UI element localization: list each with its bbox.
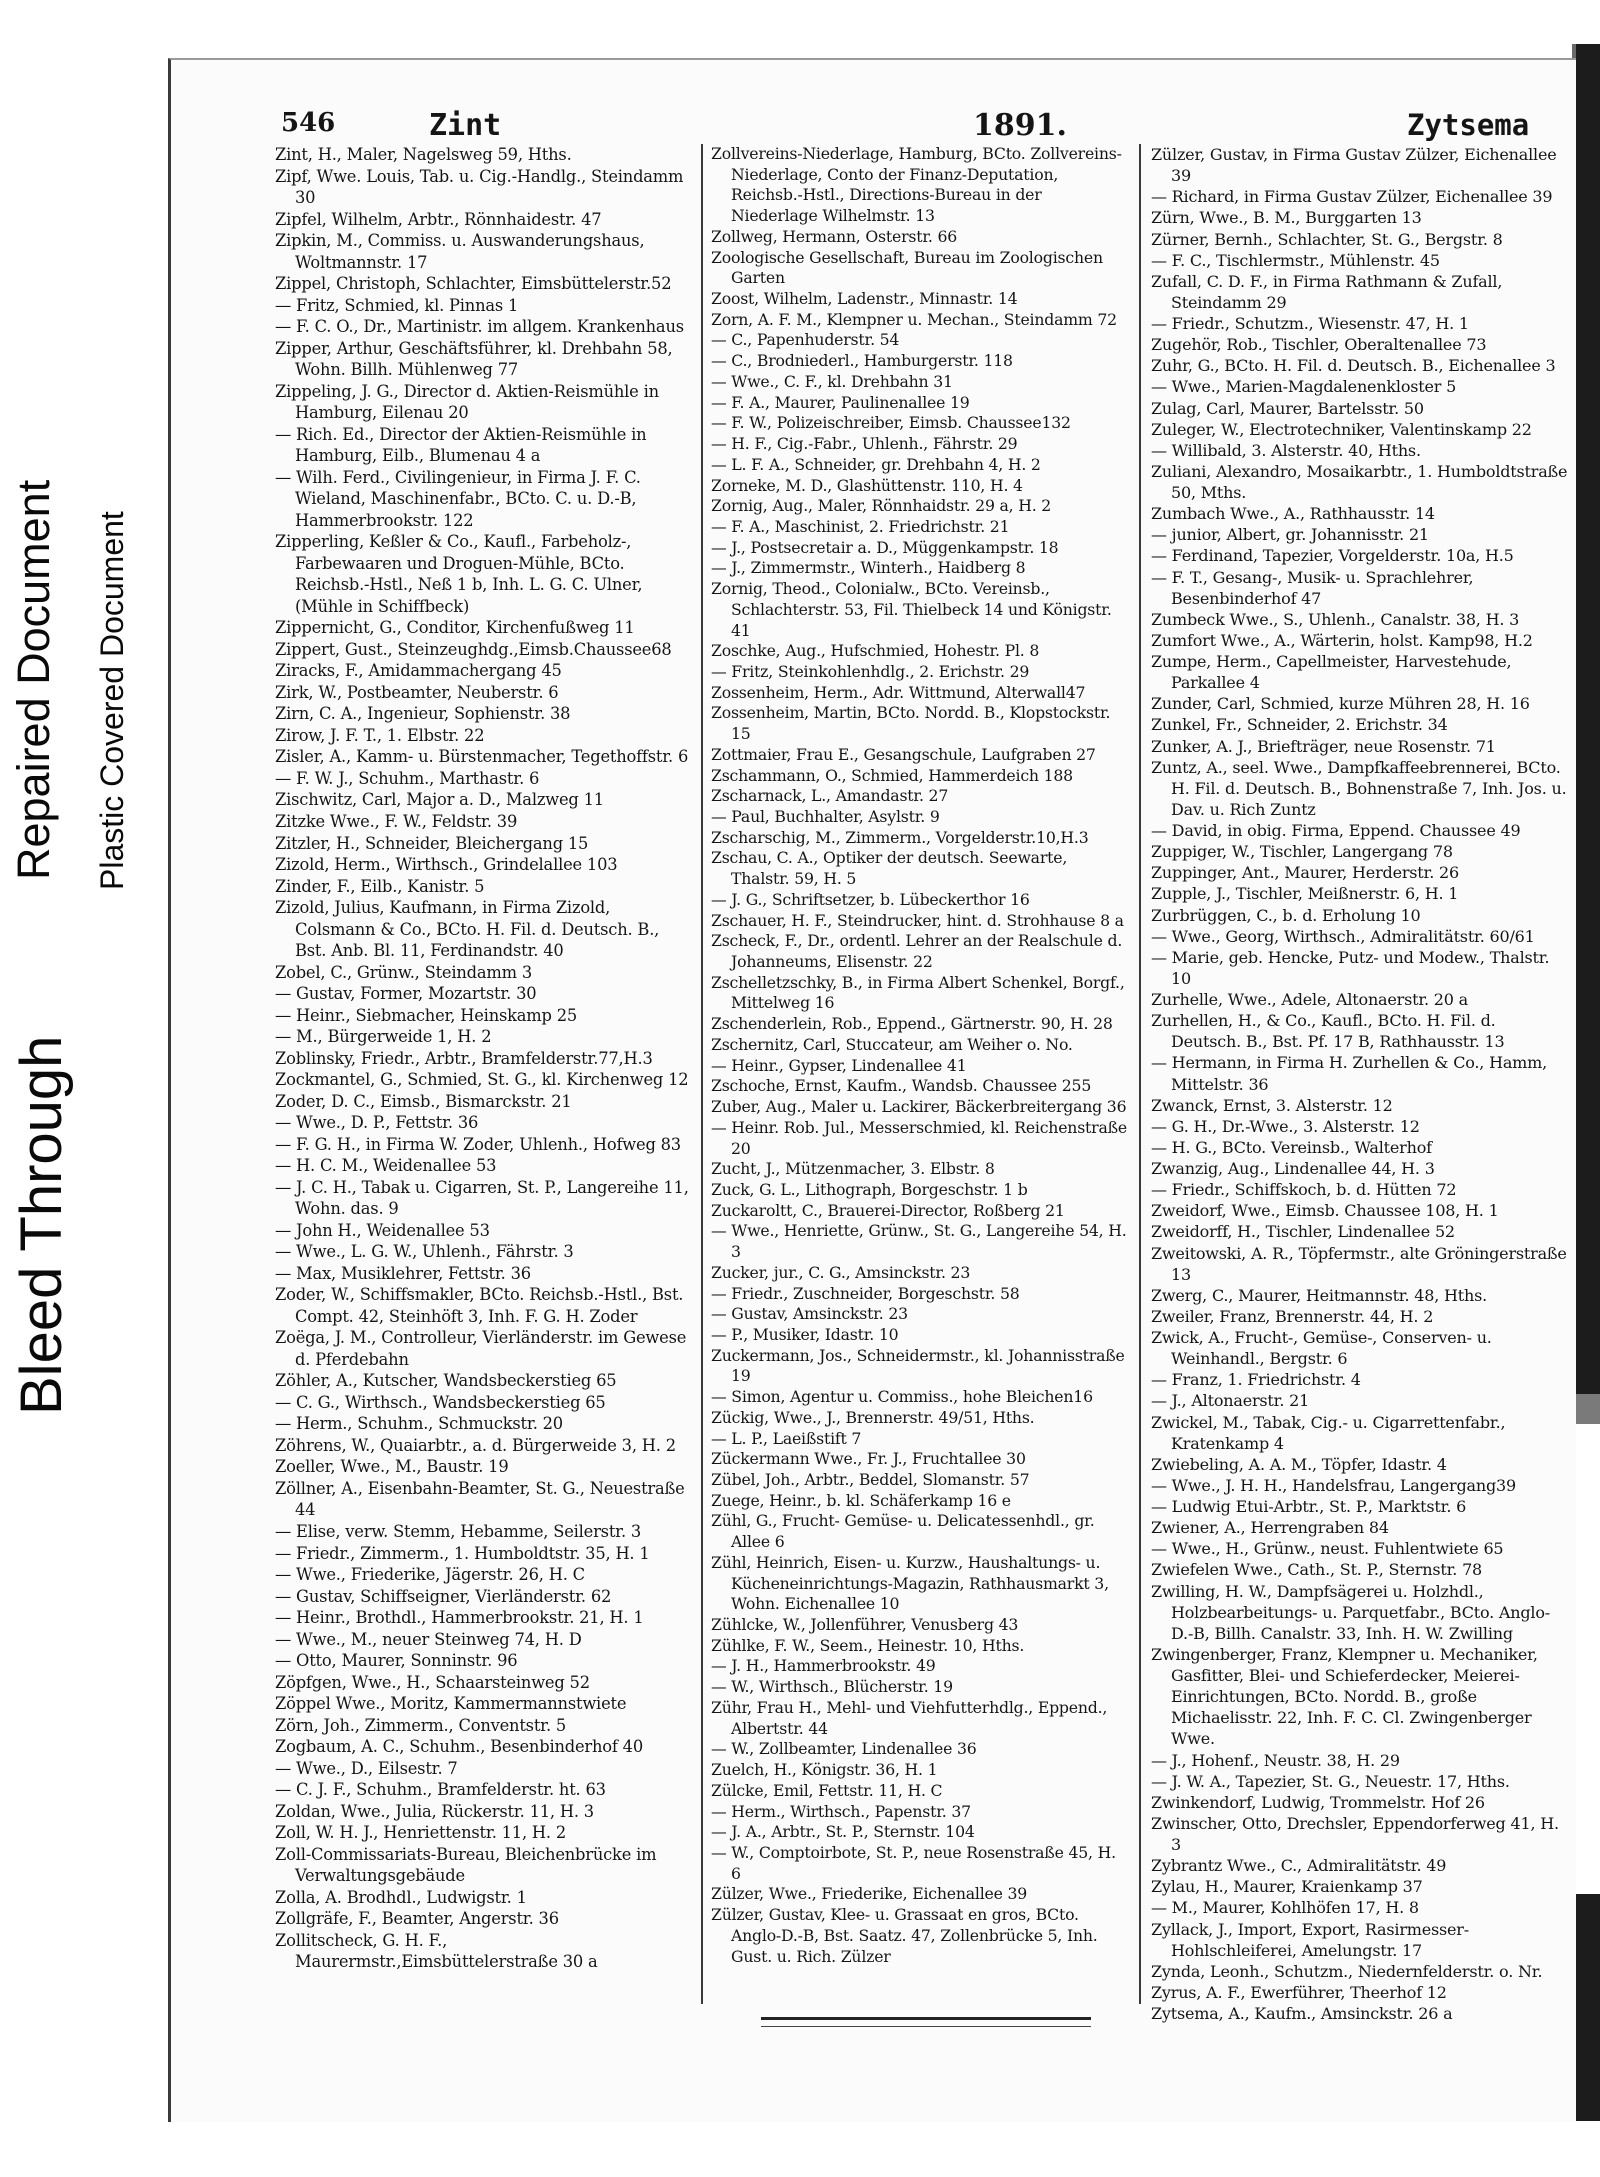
directory-page — [168, 58, 1576, 2122]
directory-entry: Zynda, Leonh., Schutzm., Niedernfelderstr. o. Nr. — [1151, 1961, 1543, 1981]
directory-entry: Zülzer, Wwe., Friederike, Eichenallee 39 — [711, 1884, 1028, 1904]
directory-entry: Zipper, Arthur, Geschäftsführer, kl. Drehbahn 58, Wohn. Billh. Mühlenweg 77 — [275, 338, 673, 380]
directory-entry: Zuhr, G., BCto. H. Fil. d. Deutsch. B., Eichenallee 3 — [1151, 356, 1556, 376]
directory-entry: Zornig, Aug., Maler, Rönnhaidstr. 29 a, H. 2 — [711, 496, 1052, 516]
directory-entry: — Marie, geb. Hencke, Putz- und Modew., Thalstr. 10 — [1151, 947, 1550, 988]
directory-entry: — W., Wirthsch., Blücherstr. 19 — [711, 1677, 953, 1697]
directory-entry: Zühl, G., Frucht- Gemüse- u. Delicatessenhdl., gr. Allee 6 — [711, 1511, 1095, 1552]
directory-entry: — Heinr., Gypser, Lindenallee 41 — [711, 1055, 967, 1075]
page-header — [281, 108, 1551, 148]
directory-entry: — H. C. M., Weidenallee 53 — [275, 1156, 497, 1176]
directory-entry: Zockmantel, G., Schmied, St. G., kl. Kirchenweg 12 — [275, 1070, 689, 1090]
directory-entry: Zülzer, Gustav, Klee- u. Grassaat en gros, BCto. Anglo-D.-B, Bst. Saatz. 47, Zollenbrücke 5, Inh. Gust. u. Rich. Zülzer — [711, 1905, 1098, 1966]
directory-entry: — G. H., Dr.-Wwe., 3. Alsterstr. 12 — [1151, 1116, 1420, 1136]
directory-entry: Zitzler, H., Schneider, Bleichergang 15 — [275, 833, 589, 853]
directory-entry: Zylau, H., Maurer, Kraienkamp 37 — [1151, 1877, 1423, 1897]
directory-entry: — H. G., BCto. Vereinsb., Walterhof — [1151, 1137, 1432, 1157]
directory-entry: — J. A., Arbtr., St. P., Sternstr. 104 — [711, 1822, 975, 1842]
directory-entry: — J. G., Schriftsetzer, b. Lübeckerthor 16 — [711, 889, 1030, 909]
directory-entry: Zippel, Christoph, Schlachter, Eimsbüttelerstr.52 — [275, 274, 672, 294]
directory-entry: Zuber, Aug., Maler u. Lackirer, Bäckerbreitergang 36 — [711, 1097, 1127, 1117]
directory-entry: Zwingenberger, Franz, Klempner u. Mechaniker, Gasfitter, Blei- und Schieferdecker, Meierei-Einrichtungen, BCto. Nordd. B., große Michaelisstr. 22, Inh. F. C. Cl. Zwingenberger Wwe. — [1151, 1644, 1538, 1749]
directory-entry: — Friedr., Zimmerm., 1. Humboldtstr. 35, H. 1 — [275, 1543, 650, 1563]
directory-entry: Zschernitz, Carl, Stuccateur, am Weiher o. No. — [711, 1034, 1073, 1054]
directory-entry: Zurhellen, H., & Co., Kaufl., BCto. H. Fil. d. Deutsch. B., Bst. Pf. 17 B, Rathhausstr. 13 — [1151, 1011, 1505, 1052]
directory-entry: — C. G., Wirthsch., Wandsbeckerstieg 65 — [275, 1392, 606, 1412]
directory-entry: — Otto, Maurer, Sonninstr. 96 — [275, 1651, 518, 1671]
directory-entry: — Herm., Wirthsch., Papenstr. 37 — [711, 1801, 971, 1821]
directory-entry: Zschauer, H. F., Steindrucker, hint. d. Strohhause 8 a — [711, 910, 1124, 930]
directory-entry: Zuelch, H., Königstr. 36, H. 1 — [711, 1760, 938, 1780]
directory-entry: Zöllner, A., Eisenbahn-Beamter, St. G., Neuestraße 44 — [275, 1478, 685, 1520]
directory-entry: — Fritz, Schmied, kl. Pinnas 1 — [275, 295, 519, 315]
directory-entry: Zwerg, C., Maurer, Heitmannstr. 48, Hths. — [1151, 1285, 1487, 1305]
directory-entry: Zipf, Wwe. Louis, Tab. u. Cig.-Handlg., Steindamm 30 — [275, 166, 684, 208]
directory-entry: Zülcke, Emil, Fettstr. 11, H. C — [711, 1780, 943, 1800]
header-year: 1891. — [973, 108, 1067, 143]
directory-entry: Zürner, Bernh., Schlachter, St. G., Bergstr. 8 — [1151, 229, 1503, 249]
directory-entry: Zollitscheck, G. H. F., Maurermstr.,Eimsbüttelerstraße 30 a — [275, 1930, 598, 1972]
directory-entry: — M., Maurer, Kohlhöfen 17, H. 8 — [1151, 1898, 1419, 1918]
directory-entry: Zuckaroltt, C., Brauerei-Director, Roßberg 21 — [711, 1200, 1065, 1220]
directory-entry: Zoeller, Wwe., M., Baustr. 19 — [275, 1457, 509, 1477]
directory-entry: Zuck, G. L., Lithograph, Borgeschstr. 1 b — [711, 1179, 1028, 1199]
directory-entry: Zuege, Heinr., b. kl. Schäferkamp 16 e — [711, 1490, 1011, 1510]
directory-entry: Zinder, F., Eilb., Kanistr. 5 — [275, 876, 485, 896]
directory-entry: Zückig, Wwe., J., Brennerstr. 49/51, Hths. — [711, 1407, 1035, 1427]
directory-entry: Zuppiger, W., Tischler, Langergang 78 — [1151, 842, 1453, 862]
directory-entry: Zybrantz Wwe., C., Admiralitätstr. 49 — [1151, 1856, 1447, 1876]
directory-entry: Zöppel Wwe., Moritz, Kammermannstwiete — [275, 1694, 627, 1714]
directory-entry: — J., Altonaerstr. 21 — [1151, 1391, 1310, 1411]
directory-entry: Zoldan, Wwe., Julia, Rückerstr. 11, H. 3 — [275, 1801, 594, 1821]
directory-entry: Zufall, C. D. F., in Firma Rathmann & Zufall, Steindamm 29 — [1151, 271, 1503, 312]
directory-entry: Zumfort Wwe., A., Wärterin, holst. Kamp98, H.2 — [1151, 630, 1533, 650]
directory-entry: Zorn, A. F. M., Klempner u. Mechan., Steindamm 72 — [711, 309, 1117, 329]
column-divider — [1139, 144, 1141, 2004]
left-column — [275, 144, 693, 1973]
directory-entry: — Friedr., Schiffskoch, b. d. Hütten 72 — [1151, 1180, 1457, 1200]
directory-entry: — Elise, verw. Stemm, Hebamme, Seilerstr. 3 — [275, 1522, 642, 1541]
directory-entry: Zunder, Carl, Schmied, kurze Mühren 28, H. 16 — [1151, 694, 1530, 714]
directory-entry: Zscharschig, M., Zimmerm., Vorgelderstr.10,H.3 — [711, 827, 1089, 847]
directory-entry: — C. J. F., Schuhm., Bramfelderstr. ht. 63 — [275, 1780, 606, 1800]
directory-entry: Zöhler, A., Kutscher, Wandsbeckerstieg 65 — [275, 1371, 617, 1391]
directory-entry: Zühr, Frau H., Mehl- und Viehfutterhdlg., Eppend., Albertstr. 44 — [711, 1697, 1108, 1738]
directory-entry: Zurhelle, Wwe., Adele, Altonaerstr. 20 a — [1151, 990, 1468, 1009]
directory-entry: — Friedr., Zuschneider, Borgeschstr. 58 — [711, 1283, 1020, 1303]
directory-entry: — F. G. H., in Firma W. Zoder, Uhlenh., Hofweg 83 — [275, 1134, 681, 1154]
directory-entry: Zippernicht, G., Conditor, Kirchenfußweg 11 — [275, 618, 635, 638]
directory-entry: — Max, Musiklehrer, Fettstr. 36 — [275, 1263, 531, 1283]
directory-entry: — Wilh. Ferd., Civilingenieur, in Firma J. F. C. Wieland, Maschinenfabr., BCto. C. u. D.-B, Hammerbrookstr. 122 — [275, 467, 641, 530]
directory-entry: Zipperling, Keßler & Co., Kaufl., Farbeholz-, Farbewaaren und Droguen-Mühle, BCto. Reichsb.-Hstl., Neß 1 b, Inh. L. G. C. Ulner, (Mühle in Schiffbeck) — [275, 532, 643, 616]
directory-entry: Zornig, Theod., Colonialw., BCto. Vereinsb., Schlachterstr. 53, Fil. Thielbeck 14 und Königstr. 41 — [711, 579, 1112, 640]
directory-entry: Zschau, C. A., Optiker der deutsch. Seewarte, Thalstr. 59, H. 5 — [711, 848, 1068, 889]
directory-entry: Zoblinsky, Friedr., Arbtr., Bramfelderstr.77,H.3 — [275, 1048, 653, 1068]
directory-entry: — J. W. A., Tapezier, St. G., Neuestr. 17, Hths. — [1151, 1771, 1510, 1791]
directory-entry: Zscharnack, L., Amandastr. 27 — [711, 786, 949, 806]
directory-entry: Zoëga, J. M., Controlleur, Vierländerstr. im Gewese d. Pferdebahn — [275, 1328, 687, 1369]
directory-entry: Zuckermann, Jos., Schneidermstr., kl. Johannisstraße 19 — [711, 1345, 1125, 1386]
directory-entry: Zyllack, J., Import, Export, Rasirmesser-Hohlschleiferei, Amelungstr. 17 — [1151, 1919, 1469, 1960]
directory-entry: — W., Zollbeamter, Lindenallee 36 — [711, 1739, 977, 1759]
directory-entry: — F. C., Tischlermstr., Mühlenstr. 45 — [1151, 250, 1440, 270]
directory-entry: — Wwe., Marien-Magdalenenkloster 5 — [1151, 377, 1457, 397]
middle-column — [711, 144, 1129, 1967]
directory-entry: — Gustav, Amsinckstr. 23 — [711, 1304, 908, 1324]
directory-entry: — Wwe., Henriette, Grünw., St. G., Langereihe 54, H. 3 — [711, 1221, 1127, 1262]
directory-entry: Zytsema, A., Kaufm., Amsinckstr. 26 a — [1151, 2004, 1453, 2023]
header-left-keyword: Zint — [429, 108, 502, 143]
directory-entry: — Wwe., H., Grünw., neust. Fuhlentwiete 65 — [1151, 1539, 1504, 1559]
page-number: 546 — [281, 108, 336, 138]
directory-entry: — Wwe., L. G. W., Uhlenh., Fährstr. 3 — [275, 1242, 574, 1262]
directory-entry: — Gustav, Schiffseigner, Vierländerstr. 62 — [275, 1586, 612, 1606]
directory-entry: — F. T., Gesang-, Musik- u. Sprachlehrer, Besenbinderhof 47 — [1151, 567, 1474, 608]
directory-entry: — Willibald, 3. Alsterstr. 40, Hths. — [1151, 440, 1421, 460]
directory-entry: Zöhrens, W., Quaiarbtr., a. d. Bürgerweide 3, H. 2 — [275, 1435, 676, 1455]
directory-entry: — C., Papenhuderstr. 54 — [711, 330, 900, 350]
directory-entry: — Wwe., M., neuer Steinweg 74, H. D — [275, 1629, 582, 1649]
directory-entry: Zossenheim, Herm., Adr. Wittmund, Alterwall47 — [711, 682, 1086, 702]
column-divider — [701, 144, 703, 2004]
directory-entry: — Heinr., Siebmacher, Heinskamp 25 — [275, 1005, 578, 1025]
directory-entry: Zizold, Julius, Kaufmann, in Firma Zizold, Colsmann & Co., BCto. H. Fil. d. Deutsch. B., Bst. Anb. Bl. 11, Ferdinandstr. 40 — [275, 898, 660, 961]
directory-entry: Zipkin, M., Commiss. u. Auswanderungshaus, Woltmannstr. 17 — [275, 231, 645, 272]
directory-entry: Zumbach Wwe., A., Rathhausstr. 14 — [1151, 504, 1435, 524]
directory-entry: Zorneke, M. D., Glashüttenstr. 110, H. 4 — [711, 475, 1023, 495]
directory-entry: Zipfel, Wilhelm, Arbtr., Rönnhaidestr. 47 — [275, 209, 602, 229]
directory-entry: Zweidorff, H., Tischler, Lindenallee 52 — [1151, 1222, 1455, 1242]
directory-entry: — Wwe., D. P., Fettstr. 36 — [275, 1113, 479, 1133]
directory-entry: — Franz, 1. Friedrichstr. 4 — [1151, 1370, 1361, 1390]
directory-entry: — Wwe., Georg, Wirthsch., Admiralitätstr. 60/61 — [1151, 926, 1535, 946]
directory-entry: Zwiebeling, A. A. M., Töpfer, Idastr. 4 — [1151, 1454, 1447, 1474]
directory-entry: Zippeling, J. G., Director d. Aktien-Reismühle in Hamburg, Eilenau 20 — [275, 381, 659, 423]
directory-entry: Zübel, Joh., Arbtr., Beddel, Slomanstr. 57 — [711, 1470, 1030, 1489]
directory-entry: Zumbeck Wwe., S., Uhlenh., Canalstr. 38, H. 3 — [1151, 609, 1520, 629]
directory-entry: Zuliani, Alexandro, Mosaikarbtr., 1. Humboldtstraße 50, Mths. — [1151, 461, 1568, 502]
directory-entry: Zühlcke, W., Jollenführer, Venusberg 43 — [711, 1615, 1019, 1635]
directory-entry: Ziracks, F., Amidammachergang 45 — [275, 661, 562, 681]
directory-entry: — J., Hohenf., Neustr. 38, H. 29 — [1151, 1750, 1400, 1770]
directory-entry: Zwickel, M., Tabak, Cig.- u. Cigarrettenfabr., Kratenkamp 4 — [1151, 1412, 1506, 1453]
directory-entry: — F. A., Maschinist, 2. Friedrichstr. 21 — [711, 516, 1010, 536]
directory-entry: Zörn, Joh., Zimmerm., Conventstr. 5 — [275, 1715, 567, 1735]
directory-entry: Zoost, Wilhelm, Ladenstr., Minnastr. 14 — [711, 289, 1018, 309]
directory-entry: Zugehör, Rob., Tischler, Oberaltenallee 73 — [1151, 335, 1487, 355]
directory-entry: — F. A., Maurer, Paulinenallee 19 — [711, 392, 970, 412]
directory-entry: Zwinscher, Otto, Drechsler, Eppendorferweg 41, H. 3 — [1151, 1813, 1559, 1854]
directory-entry: — Ludwig Etui-Arbtr., St. P., Marktstr. 6 — [1151, 1497, 1467, 1516]
directory-entry: Zolla, A. Brodhdl., Ludwigstr. 1 — [275, 1887, 527, 1907]
directory-entry: Zschenderlein, Rob., Eppend., Gärtnerstr. 90, H. 28 — [711, 1014, 1113, 1034]
directory-entry: — Wwe., J. H. H., Handelsfrau, Langergang39 — [1151, 1475, 1516, 1495]
directory-entry: Zollgräfe, F., Beamter, Angerstr. 36 — [275, 1909, 559, 1929]
directory-entry: Zwilling, H. W., Dampfsägerei u. Holzhdl., Holzbearbeitungs- u. Parquetfabr., BCto. Anglo-D.-B, Billh. Canalstr. 33, Inh. H. W. Zwilling — [1151, 1581, 1550, 1643]
directory-entry: Zurbrüggen, C., b. d. Erholung 10 — [1151, 905, 1421, 925]
directory-entry: — John H., Weidenallee 53 — [275, 1220, 490, 1240]
directory-entry: — David, in obig. Firma, Eppend. Chaussee 49 — [1151, 821, 1521, 840]
directory-entry: Zürn, Wwe., B. M., Burggarten 13 — [1151, 208, 1422, 228]
directory-entry: Zollweg, Hermann, Osterstr. 66 — [711, 226, 958, 246]
directory-entry: — C., Brodniederl., Hamburgerstr. 118 — [711, 351, 1013, 371]
directory-entry: Zöpfgen, Wwe., H., Schaarsteinweg 52 — [275, 1672, 590, 1692]
directory-entry: — Hermann, in Firma H. Zurhellen & Co., Hamm, Mittelstr. 36 — [1151, 1053, 1547, 1094]
directory-entry: Zogbaum, A. C., Schuhm., Besenbinderhof 40 — [275, 1737, 643, 1757]
directory-entry: Zischwitz, Carl, Major a. D., Malzweg 11 — [275, 790, 604, 810]
directory-entry: Zunker, A. J., Briefträger, neue Rosenstr. 71 — [1151, 736, 1496, 756]
directory-entry: Zwinkendorf, Ludwig, Trommelstr. Hof 26 — [1151, 1792, 1485, 1812]
directory-entry: Zückermann Wwe., Fr. J., Fruchtallee 30 — [711, 1449, 1026, 1469]
directory-entry: — J. H., Hammerbrookstr. 49 — [711, 1656, 936, 1676]
directory-entry: Zuntz, A., seel. Wwe., Dampfkaffeebrennerei, BCto. H. Fil. d. Deutsch. B., Bohnenstraße 7, Inh. Jos. u. Dav. u. Rich Zuntz — [1151, 757, 1567, 819]
directory-entry: Zschammann, O., Schmied, Hammerdeich 188 — [711, 765, 1073, 785]
directory-entry: Zoll-Commissariats-Bureau, Bleichenbrücke im Verwaltungsgebäude — [275, 1844, 657, 1886]
directory-entry: Zschoche, Ernst, Kaufm., Wandsb. Chaussee 255 — [711, 1076, 1092, 1096]
directory-entry: Zucht, J., Mützenmacher, 3. Elbstr. 8 — [711, 1159, 995, 1179]
directory-entry: Zoll, W. H. J., Henriettenstr. 11, H. 2 — [275, 1823, 567, 1843]
directory-entry: — Friedr., Schutzm., Wiesenstr. 47, H. 1 — [1151, 314, 1469, 333]
directory-entry: Zizold, Herm., Wirthsch., Grindelallee 103 — [275, 855, 618, 875]
directory-entry: Zunkel, Fr., Schneider, 2. Erichstr. 34 — [1151, 715, 1448, 735]
directory-entry: — M., Bürgerweide 1, H. 2 — [275, 1027, 492, 1047]
directory-entry: Zucker, jur., C. G., Amsinckstr. 23 — [711, 1262, 971, 1282]
directory-entry: Zühl, Heinrich, Eisen- u. Kurzw., Haushaltungs- u. Kücheneinrichtungs-Magazin, Rathhausmarkt 3, Wohn. Eichenallee 10 — [711, 1552, 1109, 1614]
directory-entry: — Heinr., Brothdl., Hammerbrookstr. 21, H. 1 — [275, 1608, 644, 1628]
directory-entry: — L. P., Laeißstift 7 — [711, 1428, 862, 1448]
directory-entry: Zirn, C. A., Ingenieur, Sophienstr. 38 — [275, 704, 571, 724]
directory-entry: — F. W., Polizeischreiber, Eimsb. Chaussee132 — [711, 413, 1071, 433]
directory-entry: Zoologische Gesellschaft, Bureau im Zoologischen Garten — [711, 247, 1103, 288]
directory-entry: Zschelletzschky, B., in Firma Albert Schenkel, Borgf., Mittelweg 16 — [711, 972, 1125, 1013]
directory-entry: Zühlke, F. W., Seem., Heinestr. 10, Hths. — [711, 1635, 1025, 1655]
directory-entry: — Gustav, Former, Mozartstr. 30 — [275, 984, 537, 1004]
directory-entry: — Simon, Agentur u. Commiss., hohe Bleichen16 — [711, 1387, 1093, 1407]
directory-entry: — W., Comptoirbote, St. P., neue Rosenstraße 45, H. 6 — [711, 1842, 1116, 1883]
directory-entry: Zweidorf, Wwe., Eimsb. Chaussee 108, H. 1 — [1151, 1201, 1499, 1221]
page-edge-shadow — [1572, 44, 1600, 2121]
directory-entry: Zulag, Carl, Maurer, Bartelsstr. 50 — [1151, 398, 1424, 418]
directory-entry: Zwiener, A., Herrengraben 84 — [1151, 1518, 1389, 1538]
directory-entry: Zisler, A., Kamm- u. Bürstenmacher, Tegethoffstr. 6 — [275, 747, 689, 767]
directory-entry: — J., Zimmermstr., Winterh., Haidberg 8 — [711, 558, 1026, 578]
directory-entry: Zitzke Wwe., F. W., Feldstr. 39 — [275, 811, 518, 831]
directory-entry: — Richard, in Firma Gustav Zülzer, Eichenallee 39 — [1151, 187, 1553, 207]
directory-entry: Zoder, W., Schiffsmakler, BCto. Reichsb.-Hstl., Bst. Compt. 42, Steinhöft 3, Inh. F. G. H. Zoder — [275, 1285, 684, 1326]
directory-entry: — H. F., Cig.-Fabr., Uhlenh., Fährstr. 29 — [711, 434, 1018, 454]
bleed-through-label: Bleed Through — [9, 1035, 74, 1415]
directory-entry: Zülzer, Gustav, in Firma Gustav Zülzer, Eichenallee 39 — [1151, 145, 1557, 186]
directory-entry: Zweiler, Franz, Brennerstr. 44, H. 2 — [1151, 1306, 1434, 1326]
directory-entry: Zwanzig, Aug., Lindenallee 44, H. 3 — [1151, 1159, 1435, 1178]
directory-entry: Zuleger, W., Electrotechniker, Valentinskamp 22 — [1151, 419, 1532, 439]
directory-entry: Zuppinger, Ant., Maurer, Herderstr. 26 — [1151, 863, 1459, 883]
directory-entry: — Heinr. Rob. Jul., Messerschmied, kl. Reichenstraße 20 — [711, 1117, 1127, 1158]
directory-entry: Zirk, W., Postbeamter, Neuberstr. 6 — [275, 682, 559, 702]
directory-entry: — F. W. J., Schuhm., Marthastr. 6 — [275, 768, 540, 788]
directory-entry: — J. C. H., Tabak u. Cigarren, St. P., Langereihe 11, Wohn. das. 9 — [275, 1177, 689, 1219]
directory-entry: Zirow, J. F. T., 1. Elbstr. 22 — [275, 725, 485, 745]
end-rule — [761, 2017, 1091, 2027]
directory-entry: Zupple, J., Tischler, Meißnerstr. 6, H. 1 — [1151, 884, 1459, 904]
directory-entry: Zwick, A., Frucht-, Gemüse-, Conserven- u. Weinhandl., Bergstr. 6 — [1151, 1328, 1492, 1369]
directory-entry: Zobel, C., Grünw., Steindamm 3 — [275, 962, 532, 982]
directory-entry: Zoschke, Aug., Hufschmied, Hohestr. Pl. 8 — [711, 641, 1040, 661]
directory-entry: Zumpe, Herm., Capellmeister, Harvestehude, Parkallee 4 — [1151, 652, 1512, 693]
directory-entry: Zweitowski, A. R., Töpfermstr., alte Gröningerstraße 13 — [1151, 1243, 1567, 1284]
directory-entry: — P., Musiker, Idastr. 10 — [711, 1324, 899, 1344]
directory-entry: Zwanck, Ernst, 3. Alsterstr. 12 — [1151, 1095, 1393, 1115]
directory-entry: Zottmaier, Frau E., Gesangschule, Laufgraben 27 — [711, 744, 1096, 764]
directory-entry: — L. F. A., Schneider, gr. Drehbahn 4, H. 2 — [711, 454, 1041, 474]
directory-entry: Zint, H., Maler, Nagelsweg 59, Hths. — [275, 145, 572, 164]
directory-entry: — Wwe., Friederike, Jägerstr. 26, H. C — [275, 1565, 585, 1585]
directory-entry: Zossenheim, Martin, BCto. Nordd. B., Klopstockstr. 15 — [711, 703, 1111, 744]
directory-entry: — J., Postsecretair a. D., Müggenkampstr. 18 — [711, 537, 1059, 557]
directory-entry: Zwiefelen Wwe., Cath., St. P., Sternstr. 78 — [1151, 1560, 1483, 1580]
directory-entry: — F. C. O., Dr., Martinistr. im allgem. Krankenhaus — [275, 317, 684, 337]
side-labels — [0, 0, 165, 2177]
directory-entry: Zyrus, A. F., Ewerführer, Theerhof 12 — [1151, 1982, 1447, 2002]
repaired-document-label: Repaired Document — [8, 479, 59, 880]
directory-entry: — Herm., Schuhm., Schmuckstr. 20 — [275, 1414, 563, 1434]
directory-entry: Zippert, Gust., Steinzeughdg.,Eimsb.Chaussee68 — [275, 639, 672, 659]
right-column — [1151, 144, 1569, 2024]
directory-entry: Zscheck, F., Dr., ordentl. Lehrer an der Realschule d. Johanneums, Elisenstr. 22 — [711, 931, 1123, 972]
directory-entry: Zollvereins-Niederlage, Hamburg, BCto. Zollvereins-Niederlage, Conto der Finanz-Deputation, Reichsb.-Hstl., Directions-Bureau in der Niederlage Wilhelmstr. 13 — [711, 144, 1122, 226]
directory-entry: — Ferdinand, Tapezier, Vorgelderstr. 10a, H.5 — [1151, 546, 1514, 566]
directory-entry: — Wwe., C. F., kl. Drehbahn 31 — [711, 371, 953, 391]
directory-entry: — Fritz, Steinkohlenhdlg., 2. Erichstr. 29 — [711, 661, 1030, 681]
directory-entry: — Paul, Buchhalter, Asylstr. 9 — [711, 807, 940, 826]
directory-entry: — Wwe., D., Eilsestr. 7 — [275, 1758, 458, 1778]
plastic-covered-label: Plastic Covered Document — [94, 511, 130, 890]
directory-entry: — Rich. Ed., Director der Aktien-Reismühle in Hamburg, Eilb., Blumenau 4 a — [275, 424, 647, 466]
header-right-keyword: Zytsema — [1407, 108, 1530, 142]
directory-entry: Zoder, D. C., Eimsb., Bismarckstr. 21 — [275, 1091, 572, 1111]
directory-entry: — junior, Albert, gr. Johannisstr. 21 — [1151, 525, 1429, 545]
